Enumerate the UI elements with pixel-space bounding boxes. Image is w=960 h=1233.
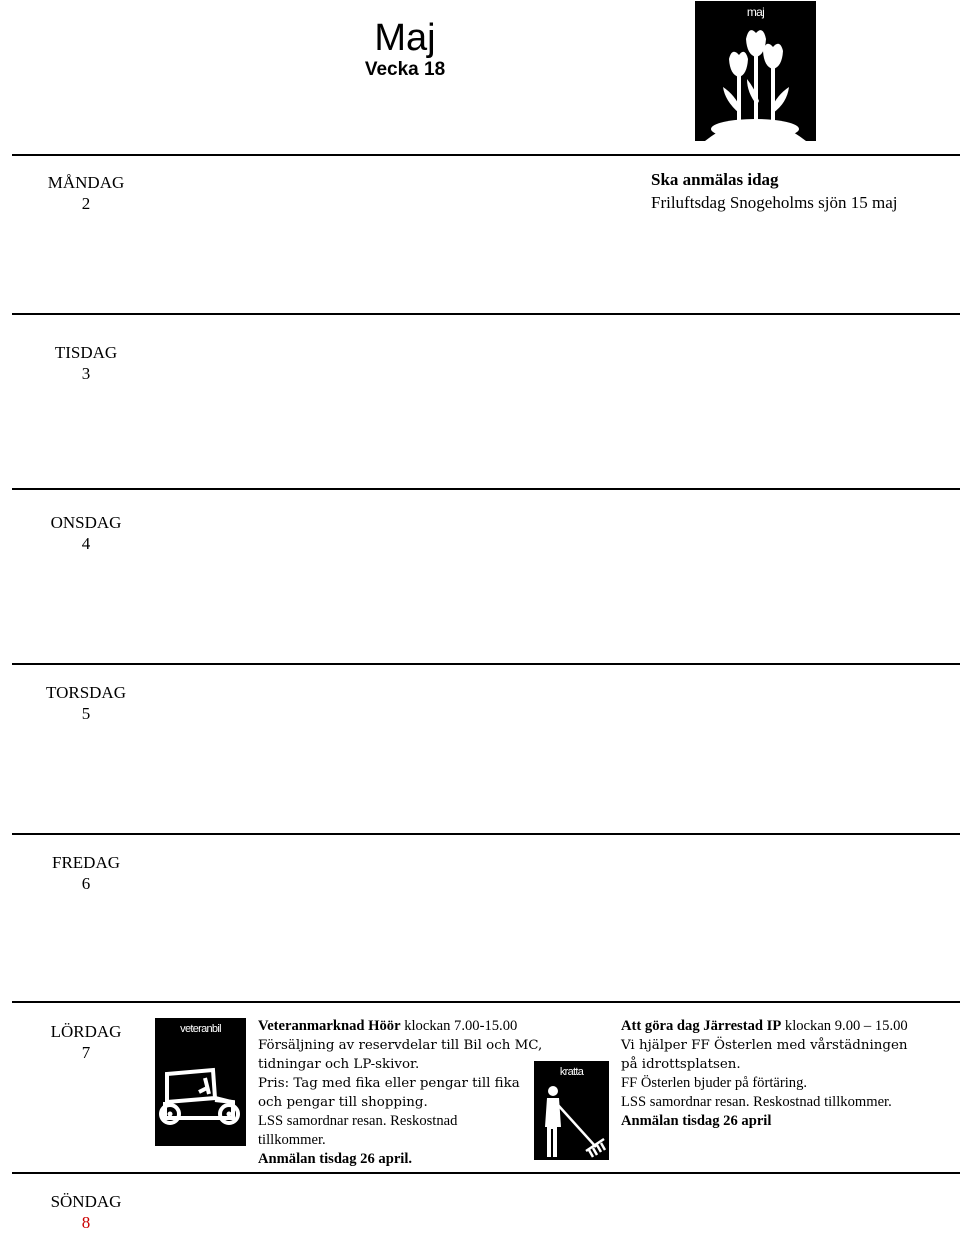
note-text: Friluftsdag Snogeholms sjön 15 maj	[651, 193, 898, 212]
day-wednesday	[0, 512, 172, 554]
day-date: 5	[81, 704, 91, 723]
day-date: 7	[81, 1043, 91, 1062]
saturday-event-veteranmarknad	[258, 1017, 548, 1169]
event-line: och pengar till shopping.	[258, 1095, 428, 1110]
day-date: 2	[81, 194, 91, 213]
day-name: MÅNDAG	[47, 173, 125, 192]
day-name: TISDAG	[54, 343, 118, 362]
maj-pictogram	[695, 1, 816, 141]
divider	[12, 313, 960, 315]
month-title: Maj	[374, 17, 436, 59]
kratta-pictogram	[534, 1061, 609, 1160]
event-time: klockan 7.00-15.00	[400, 1018, 518, 1034]
day-name: ONSDAG	[50, 513, 122, 532]
divider	[12, 488, 960, 490]
note-title: Ska anmälas idag	[651, 170, 779, 189]
day-name: SÖNDAG	[50, 1192, 122, 1211]
day-monday	[0, 172, 172, 214]
event-line: LSS samordnar resan. Reskostnad tillkommer.	[621, 1094, 892, 1110]
event-line: Vi hjälper FF Österlen med vårstädningen	[621, 1038, 908, 1053]
veteranbil-pictogram-label: veteranbil	[180, 1023, 221, 1035]
rake-icon	[534, 1061, 609, 1160]
day-date: 4	[81, 534, 91, 553]
event-signup: Anmälan tisdag 26 april.	[258, 1151, 413, 1167]
maj-pictogram-label: maj	[746, 5, 765, 19]
event-title: Veteranmarknad Höör	[258, 1018, 401, 1034]
event-title: Att göra dag Järrestad IP	[621, 1018, 782, 1034]
divider	[12, 663, 960, 665]
divider	[12, 833, 960, 835]
week-label: Vecka 18	[364, 59, 446, 80]
monday-note	[651, 168, 898, 214]
event-line: tidningar och LP-skivor.	[258, 1057, 420, 1072]
day-date: 6	[81, 874, 91, 893]
event-line: FF Österlen bjuder på förtäring.	[621, 1075, 808, 1091]
event-line: Försäljning av reservdelar till Bil och MC,	[258, 1038, 543, 1053]
event-time: klockan 9.00 – 15.00	[781, 1018, 908, 1034]
event-line: på idrottsplatsen.	[621, 1057, 741, 1072]
divider	[12, 1001, 960, 1003]
day-name: TORSDAG	[46, 683, 126, 702]
day-friday	[0, 852, 172, 894]
day-name: FREDAG	[51, 853, 120, 872]
day-sunday	[0, 1191, 172, 1233]
divider	[12, 1172, 960, 1174]
day-saturday	[0, 1021, 172, 1063]
day-name: LÖRDAG	[50, 1022, 122, 1041]
pris-text: Tag med fika eller pengar till fika	[289, 1076, 520, 1091]
car-icon	[155, 1018, 246, 1146]
day-thursday	[0, 682, 172, 724]
veteranbil-pictogram	[155, 1018, 246, 1146]
divider	[12, 154, 960, 156]
saturday-event-att-gora-dag	[621, 1017, 951, 1131]
day-date: 3	[81, 364, 91, 383]
kratta-pictogram-label: kratta	[559, 1066, 584, 1078]
pris-label: Pris:	[258, 1076, 290, 1091]
event-signup: Anmälan tisdag 26 april	[621, 1113, 772, 1129]
tulip-icon	[695, 1, 816, 141]
day-tuesday	[0, 342, 172, 384]
event-line: LSS samordnar resan. Reskostnad	[258, 1113, 458, 1129]
event-line: tillkommer.	[258, 1132, 326, 1148]
day-date: 8	[81, 1213, 91, 1232]
